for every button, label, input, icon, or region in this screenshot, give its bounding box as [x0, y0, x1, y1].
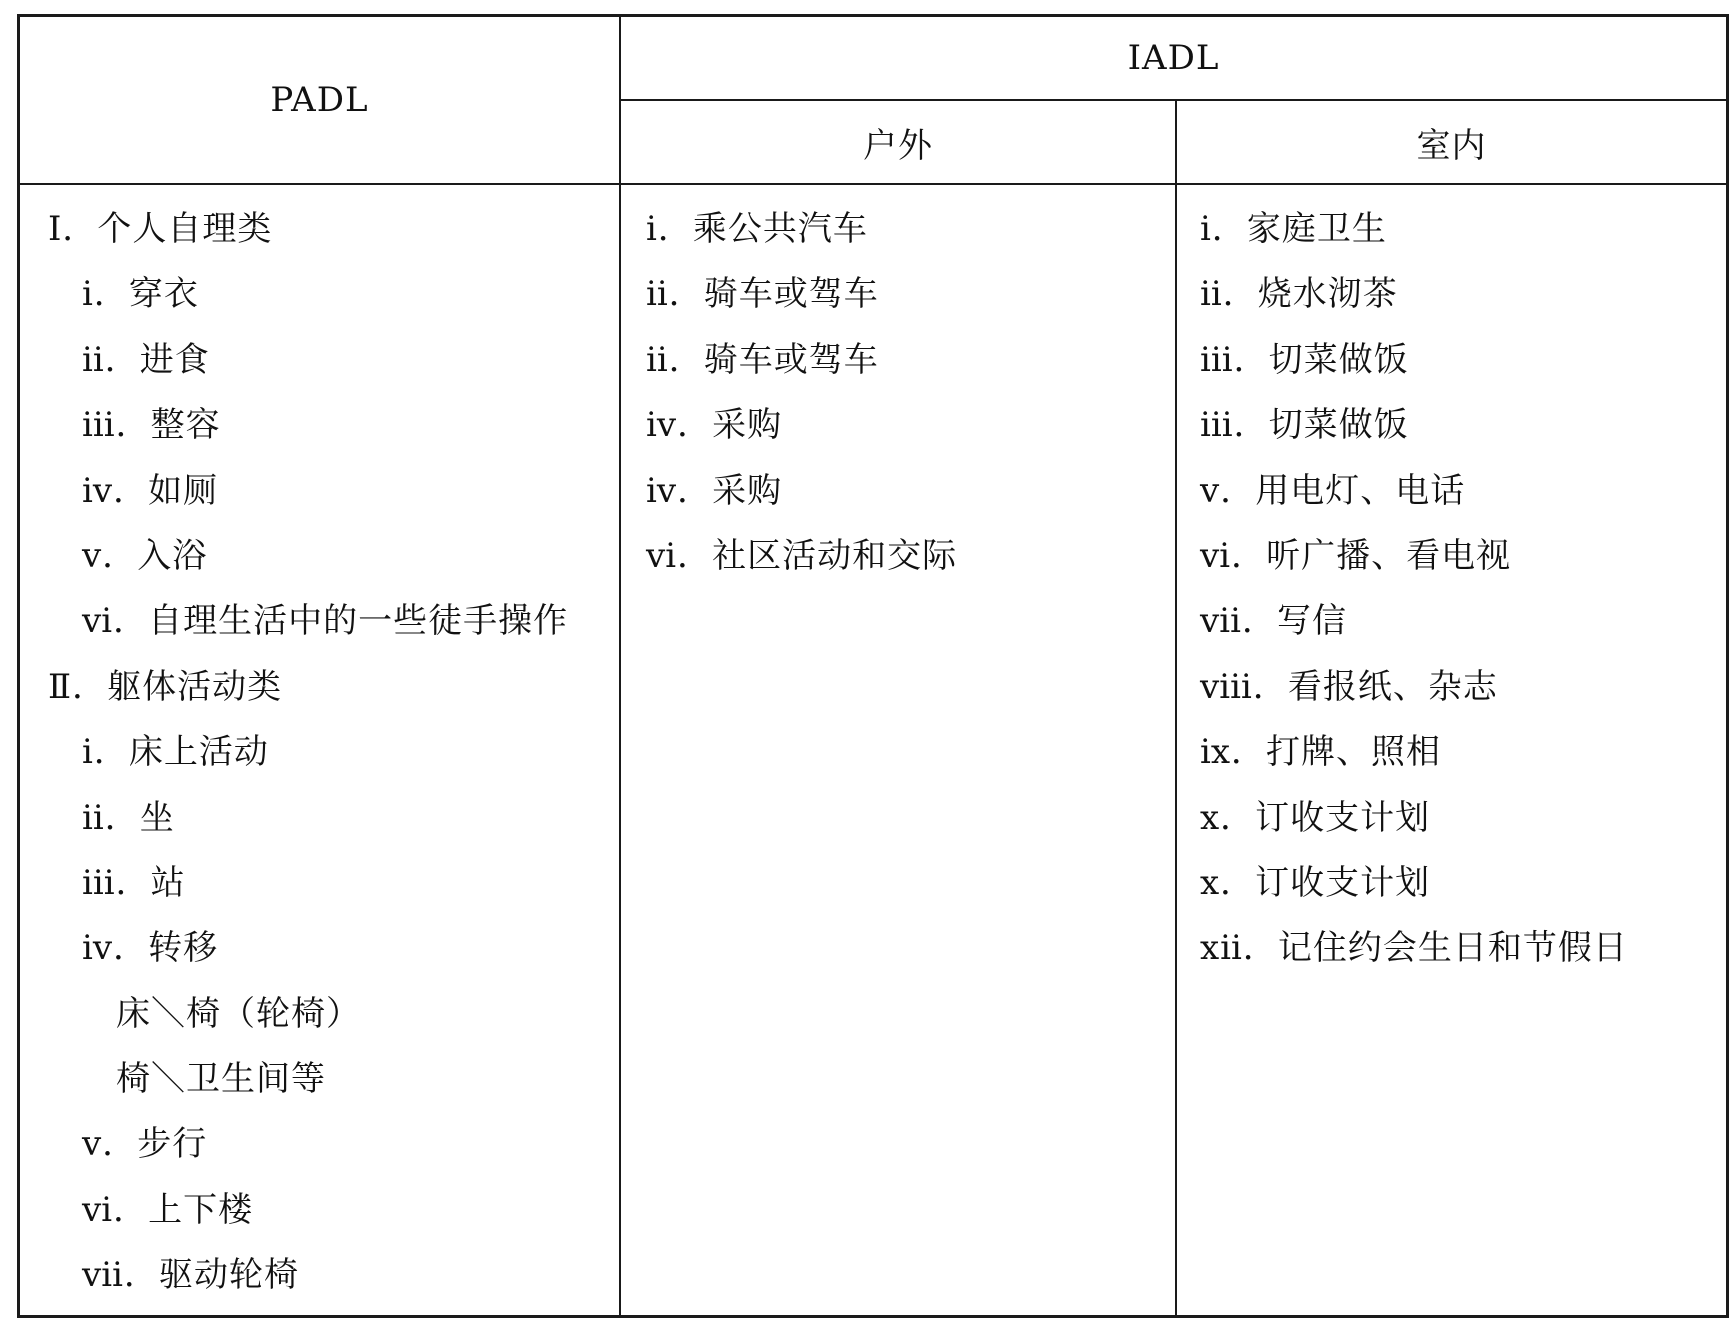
header-outdoor: 户外: [863, 125, 933, 166]
indoor-item: ⅹ．订收支计划: [1200, 797, 1431, 838]
indoor-item: ⅷ．看报纸、杂志: [1200, 666, 1498, 707]
outdoor-item: ⅵ．社区活动和交际: [646, 535, 958, 576]
padl-item: ⅱ．进食: [82, 339, 210, 380]
padl-item: ⅰ．穿衣: [82, 274, 199, 315]
padl-item: ⅳ．如厕: [82, 470, 219, 511]
padl-item: 椅＼卫生间等: [116, 1059, 326, 1100]
padl-item: 床＼椅（轮椅）: [116, 993, 361, 1034]
indoor-item: ⅲ．切菜做饭: [1200, 405, 1409, 446]
indoor-item: ⅹ．订收支计划: [1200, 862, 1431, 903]
outdoor-item: ⅱ．骑车或驾车: [646, 274, 879, 315]
outdoor-item: ⅰ．乘公共汽车: [646, 209, 868, 249]
padl-item: ⅱ．坐: [82, 797, 175, 838]
padl-item: ⅵ．自理生活中的一些徒手操作: [82, 601, 569, 642]
indoor-item: ⅰ．家庭卫生: [1200, 209, 1387, 249]
padl-item: ⅲ．整容: [82, 405, 221, 446]
outdoor-item: ⅱ．骑车或驾车: [646, 339, 879, 380]
indoor-item: ⅸ．打牌、照相: [1200, 732, 1442, 773]
indoor-item: ⅹⅱ．记住约会生日和节假日: [1200, 928, 1628, 969]
padl-item: ⅶ．驱动轮椅: [82, 1255, 299, 1296]
padl-column: [48, 197, 568, 1309]
header-iadl: IADL: [1127, 38, 1220, 78]
header-indoor: 室内: [1416, 125, 1487, 166]
indoor-item: ⅴ．用电灯、电话: [1200, 470, 1466, 511]
outdoor-column: [646, 197, 957, 589]
padl-item: Ⅰ．个人自理类: [48, 209, 273, 249]
padl-item: ⅲ．站: [82, 862, 186, 903]
indoor-item: ⅵ．听广播、看电视: [1200, 535, 1512, 576]
padl-item: ⅴ．步行: [82, 1124, 208, 1165]
outdoor-item: ⅳ．采购: [646, 405, 783, 446]
indoor-column: [1200, 197, 1628, 982]
padl-item: ⅳ．转移: [82, 928, 219, 969]
divider-header-body: [20, 183, 1726, 185]
adl-table: [17, 14, 1729, 1318]
padl-item: ⅴ．入浴: [82, 535, 208, 576]
header-padl: PADL: [270, 80, 369, 120]
outdoor-item: ⅳ．采购: [646, 470, 783, 511]
padl-item: ⅰ．床上活动: [82, 732, 269, 773]
padl-item: ⅵ．上下楼: [82, 1189, 254, 1230]
indoor-item: ⅶ．写信: [1200, 601, 1347, 642]
divider-outdoor-indoor: [1175, 99, 1177, 1315]
indoor-item: ⅱ．烧水沏茶: [1200, 274, 1398, 315]
padl-item: Ⅱ．躯体活动类: [48, 666, 283, 707]
indoor-item: ⅲ．切菜做饭: [1200, 339, 1409, 380]
divider-padl-iadl: [619, 17, 621, 1315]
